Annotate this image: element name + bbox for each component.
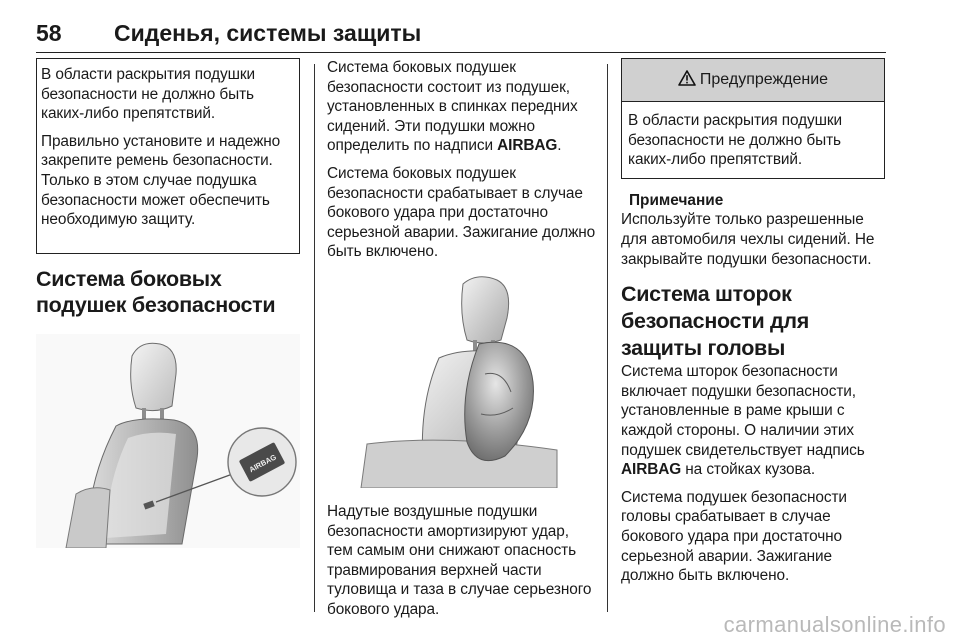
- warning-text: В области раскрытия подушки безопасности не должно быть каких-либо препятствий.: [628, 112, 843, 169]
- column-3: [621, 58, 887, 594]
- paragraph-curtain-airbag-description: [621, 362, 887, 480]
- warning-box: [621, 58, 885, 179]
- column-divider: [314, 64, 315, 612]
- column-divider: [607, 64, 608, 612]
- airbag-brand-label: AIRBAG: [497, 137, 558, 155]
- warning-body: [622, 102, 884, 178]
- page-title: Сиденья, системы защиты: [114, 20, 422, 46]
- paragraph-text: на стойках кузова.: [681, 461, 816, 479]
- warning-triangle-icon: [678, 70, 696, 91]
- note-title: Примечание: [629, 191, 724, 209]
- watermark-text: carmanualsonline.info: [723, 612, 946, 637]
- paragraph-text: .: [557, 137, 562, 155]
- paragraph-text: Система боковых подушек безопасности состоит из подушек, установленных в спинках передних сидений. Эти подушки можно определить по надписи: [327, 59, 578, 155]
- paragraph-text: Система шторок безопасности включает подушки безопасности, установленные в раме крыши с каждой стороны. О наличии этих подушек свидетельствует надпись: [621, 363, 865, 459]
- caution-box: [36, 58, 300, 254]
- paragraph-side-airbag-activation: Система боковых подушек безопасности срабатывает в случае бокового удара при достаточно серьезной аварии. Зажигание должно быть включено.: [327, 164, 596, 261]
- column-2: [327, 58, 597, 628]
- page-header: [36, 16, 886, 53]
- seat-airbag-label-illustration: [36, 334, 300, 548]
- paragraph-side-airbag-protection: Надутые воздушные подушки безопасности амортизируют удар, тем самым они снижают опасность травмирования верхней части туловища и таза в случае серьезного бокового удара.: [327, 502, 592, 618]
- column-1: [36, 58, 300, 548]
- warning-title: Предупреждение: [699, 71, 829, 88]
- warning-header: [622, 59, 884, 102]
- section-heading-side-airbags: Система боковых подушек безопасности: [36, 267, 276, 317]
- inflated-side-airbag-illustration: [327, 274, 597, 488]
- figure-label-airbag: AIRBAG: [247, 452, 278, 475]
- airbag-brand-label: AIRBAG: [621, 461, 682, 479]
- section-heading-curtain-airbags: Система шторок безопасности для защиты головы: [621, 282, 809, 361]
- paragraph-side-airbag-description: [327, 58, 597, 156]
- caution-text-2: Правильно установите и надежно закрепите ремень безопасности. Только в этом случае подушка безопасности может обеспечить необходимую защиту.: [41, 132, 281, 229]
- caution-text-1: В области раскрытия подушки безопасности не должно быть каких-либо препятствий.: [41, 66, 256, 123]
- paragraph-curtain-airbag-activation: Система подушек безопасности головы срабатывает в случае бокового удара при достаточно серьезной аварии. Зажигание должно быть включено.: [621, 488, 847, 585]
- page-number: 58: [36, 20, 62, 46]
- note-text: Используйте только разрешенные для автомобиля чехлы сидений. Не закрывайте подушки безопасности.: [621, 211, 875, 268]
